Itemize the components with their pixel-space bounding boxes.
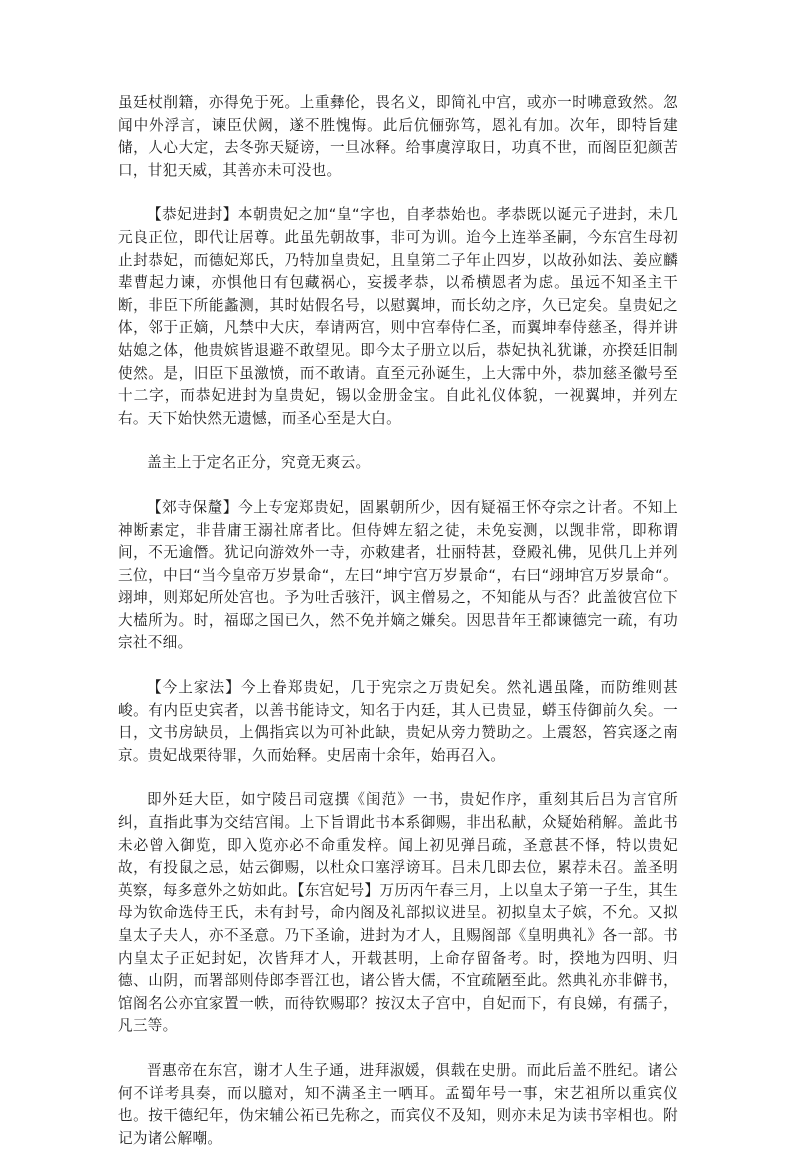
paragraph-gap bbox=[118, 182, 678, 204]
paragraph-gap bbox=[118, 767, 678, 789]
paragraph-6: 即外廷大臣，如宁陵吕司寇撰《闺范》一书，贵妃作序，重刻其后吕为言官所纠，直指此事为交结宫闱。上下旨谓此书本系御赐，非出私献，众疑始稍解。盖此书未必曾入御览，即入览亦必不命重发梓。闻上初见弹吕疏，圣意甚不怿，特以贵妃故，有投鼠之忌，姑云御赐，以杜众口塞浮谤耳。吕未几即去位，累荐未召。盖圣明英察，每多意外之妨如此。【东宫妃号】万历丙午春三月，上以皇太子第一子生，其生母为钦命选侍王氏，未有封号，命内阁及礼部拟议进呈。初拟皇太子嫔，不允。又拟皇太子夫人，亦不圣意。乃下圣谕，进封为才人，且赐阁部《皇明典礼》各一部。书内皇太子正妃封妃，次皆拜才人，开载甚明，上命存留备考。时，揆地为四明、归德、山阴，而署部则侍郎李晋江也，诸公皆大儒，不宜疏陋至此。然典礼亦非僻书，馆阁名公亦宜家置一帙，而待钦赐耶？按汉太子宫中，自妃而下，有良娣，有孺子，凡三等。 bbox=[118, 791, 678, 1035]
paragraph-7: 晋惠帝在东宫，谢才人生子通，进拜淑媛，俱载在史册。而此后盖不胜纪。诸公何不详考具奏，而以臆对，知不满圣主一哂耳。孟蜀年号一事，宋艺祖所以重宾仪也。按干德纪年，伪宋辅公祏已先称之，而宾仪不及知，则亦未足为读书宰相也。附记为诸公解嘲。 bbox=[118, 1061, 678, 1147]
paragraph-gap bbox=[118, 475, 678, 497]
document-page bbox=[118, 92, 678, 1150]
paragraph-5: 【今上家法】今上眷郑贵妃，几于宪宗之万贵妃矣。然礼遇虽隆，而防维则甚峻。有内臣史宾者，以善书能诗文，知名于内廷，其人已贵显，蟒玉侍御前久矣。一日，文书房缺员，上偶指宾以为可补此缺，贵妃从旁力赞助之。上震怒，笞宾逐之南京。贵妃战栗待罪，久而始释。史居南十余年，始再召入。 bbox=[118, 679, 678, 764]
paragraph-gap bbox=[118, 1038, 678, 1060]
paragraph-gap bbox=[118, 430, 678, 452]
paragraph-1: 虽廷杖削籍，亦得免于死。上重彝伦，畏名义，即简礼中宫，或亦一时咈意致然。忽闻中外浮言，谏臣伏阙，遂不胜愧悔。此后伉俪弥笃，恩礼有加。次年，即特旨建储，人心大定，去冬弥天疑谤，一旦冰释。给事虞淳取日，功真不世，而阁臣犯颜苦口，甘犯天威，其善亦未可没也。 bbox=[118, 94, 678, 179]
paragraph-2: 【恭妃进封】本朝贵妃之加“皇“字也，自孝恭始也。孝恭既以诞元子进封，未几元良正位，即代让居尊。此虽先朝故事，非可为训。迨今上连举圣嗣，今东宫生母初止封恭妃，而德妃郑氏，乃特加皇贵妃，且皇第二子年止四岁，以故孙如法、姜应麟辈曹起力谏，亦惧他日有包藏祸心，妄援孝恭，以希横恩者为虑。虽远不知圣主干断，非臣下所能蠡测，其时姑假名号，以慰翼坤，而长幼之序，久已定矣。皇贵妃之体，邻于正嫡，凡禁中大庆，奉请两宫，则中宫奉侍仁圣，而翼坤奉侍慈圣，得并讲姑媳之体，他贵嫔皆退避不敢望见。即今太子册立以后，恭妃执礼犹谦，亦揆廷旧制使然。是，旧臣下虽激愤，而不敢请。直至元孙诞生，上大霈中外，恭加慈圣徽号至十二字，而恭妃进封为皇贵妃，锡以金册金宝。自此礼仪体貌，一视翼坤，并列左右。天下始快然无遗憾，而圣心至是大白。 bbox=[118, 206, 678, 427]
paragraph-4: 【郊寺保釐】今上专宠郑贵妃，固累朝所少，因有疑福王怀夺宗之计者。不知上神断素定，非昔庸王溺社席者比。但侍婢左貂之徒，未免妄测，以觊非常，即称谓间，不无逾僭。犹记向游效外一寺，亦敕建者，壮丽特甚，登殿礼佛，见供几上并列三位，中曰“当今皇帝万岁景命“，左曰“坤宁宫万岁景命“，右曰“翊坤宫万岁景命“。翊坤，则郑妃所处宫也。予为吐舌骇汗，讽主僧易之，不知能从与否？此盖彼宫位下大榼所为。时，福邸之国已久，然不免并嫡之嫌矣。因思昔年王都谏德完一疏，有功宗社不细。 bbox=[118, 498, 678, 652]
paragraph-gap bbox=[118, 655, 678, 677]
paragraph-3: 盖主上于定名正分，究竟无爽云。 bbox=[147, 454, 371, 472]
